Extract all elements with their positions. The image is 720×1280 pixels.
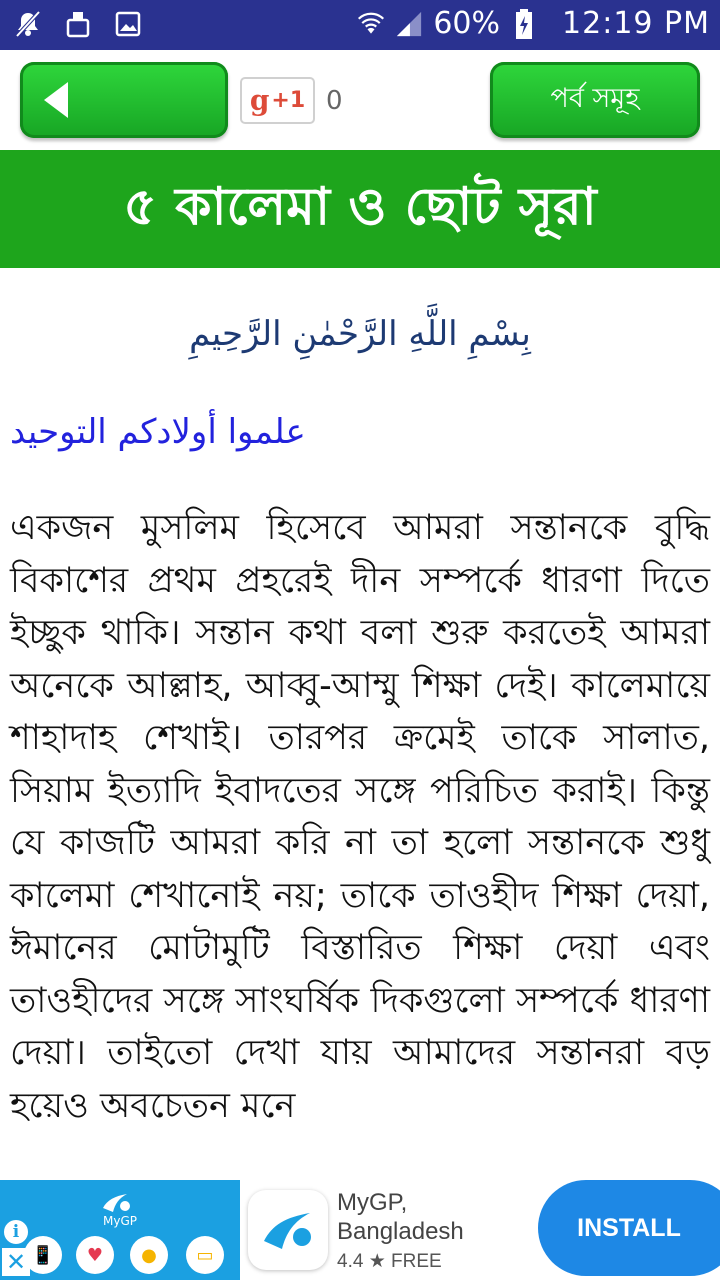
- ad-brand-panel[interactable]: [0, 1180, 240, 1280]
- back-button[interactable]: [20, 62, 228, 138]
- app-icon[interactable]: [248, 1190, 328, 1270]
- ad-app-title-line2: Bangladesh: [337, 1218, 464, 1245]
- install-button[interactable]: INSTALL: [538, 1180, 720, 1276]
- ad-rating: [337, 1250, 442, 1273]
- title-banner: [0, 150, 720, 268]
- status-bar: [0, 0, 720, 50]
- image-icon: [114, 8, 142, 40]
- battery-charging-icon: [510, 8, 538, 40]
- google-plus-count: 0: [326, 86, 343, 116]
- bismillah-text: بِسْمِ اللَّهِ الرَّحْمٰنِ الرَّحِيمِ: [189, 314, 531, 354]
- battery-percent: 60%: [433, 6, 501, 41]
- page-title: ৫ কালেমা ও ছোট সূরা: [123, 176, 597, 237]
- ad-info-icon[interactable]: i: [2, 1218, 30, 1246]
- rating-value: 4.4: [337, 1251, 364, 1272]
- ad-brand-label: MyGP: [103, 1214, 137, 1228]
- star-icon: ★: [368, 1251, 386, 1272]
- clock: 12:19 PM: [562, 6, 710, 41]
- google-plus-one-button[interactable]: [240, 77, 315, 124]
- google-plus-icon: g: [249, 84, 270, 117]
- mute-icon: [14, 8, 42, 40]
- ad-app-title-line1: MyGP,: [337, 1189, 408, 1216]
- usb-icon: [64, 8, 92, 40]
- heart-icon: ♥: [76, 1236, 114, 1274]
- back-arrow-icon: [44, 82, 68, 118]
- phone-icon: 📱: [24, 1236, 62, 1274]
- ad-banner[interactable]: [0, 1180, 720, 1280]
- wifi-icon: [357, 8, 385, 40]
- arabic-heading: [10, 412, 710, 452]
- mygp-app-logo-icon: [258, 1205, 318, 1255]
- plus-one-label: +1: [271, 88, 306, 113]
- ticket-icon: ▭: [186, 1236, 224, 1274]
- toolbar: [0, 50, 720, 150]
- chapters-button[interactable]: পর্ব সমূহ: [490, 62, 700, 138]
- article-content[interactable]: [0, 268, 720, 1180]
- article-paragraph: একজন মুসলিম হিসেবে আমরা সন্তানকে বুদ্ধি বিকাশের প্রথম প্রহরেই দীন সম্পর্কে ধারণা দিতে ইচ্ছুক থাকি। সন্তান কথা বলা শুরু করতেই আমরা অনেকে আল্লাহ, আব্বু-আম্মু শিক্ষা দেই। কালেমায়ে শাহাদাহ শেখাই। তারপর ক্রমেই তাকে সালাত, সিয়াম ইত্যাদি ইবাদতের সঙ্গে পরিচিত করাই। কিন্তু যে কাজটি আমরা করি না তা হলো সন্তানকে শুধু কালেমা শেখানোই নয়; তাকে তাওহীদ শিক্ষা দেয়া, ঈমানের মোটামুটি বিস্তারিত শিক্ষা দেয়া এবং তাওহীদের সঙ্গে সাংঘর্ষিক দিকগুলো সম্পর্কে ধারণা দেয়া। তাইতো দেখা যায় আমাদের সন্তানরা বড় হয়েও অবচেতন মনে: [10, 508, 710, 1126]
- ad-close-icon[interactable]: ✕: [2, 1248, 30, 1276]
- arabic-heading-text: علموا أولادكم التوحيد: [10, 412, 306, 452]
- ad-app-title[interactable]: [337, 1188, 464, 1246]
- price-label: FREE: [391, 1251, 442, 1272]
- signal-icon: [395, 8, 423, 40]
- chat-icon: ●: [130, 1236, 168, 1274]
